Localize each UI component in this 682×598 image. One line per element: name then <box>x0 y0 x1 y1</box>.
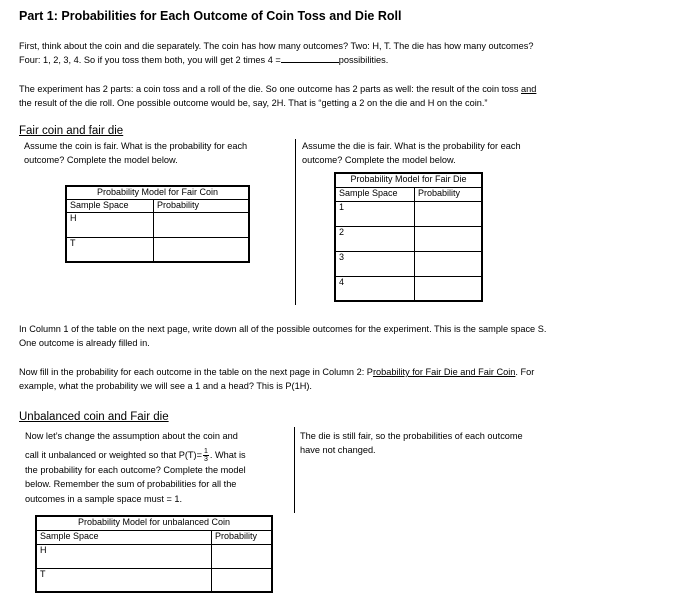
fraction-one-third <box>203 448 209 463</box>
fill-line-1-end: . For <box>515 367 535 377</box>
parts-line-1 <box>19 82 659 96</box>
intro-line-1: First, think about the coin and die separately. The coin has how many outcomes? Two: H, T. The die has how many outcomes? <box>19 41 534 51</box>
fair-die-col-sample-space: Sample Space <box>335 187 415 201</box>
fair-die-instructions <box>302 139 582 167</box>
unbalanced-instructions <box>25 429 290 506</box>
fill-table-reference: robability for Fair Die and Fair Coin <box>372 367 516 377</box>
fair-die-prob-3-cell[interactable] <box>415 251 483 276</box>
unbalanced-text-2-start: call it unbalanced or weighted so that P(T)= <box>25 449 202 460</box>
fair-coin-text-2: outcome? Complete the model below. <box>24 155 178 165</box>
intro-line-2-start: Four: 1, 2, 3, 4. So if you toss them both, you will get 2 times 4 = <box>19 55 281 65</box>
unbalanced-text-4: below. Remember the sum of probabilities for all the <box>25 479 237 490</box>
fair-coin-prob-t-cell[interactable] <box>154 237 250 262</box>
fill-paragraph <box>19 365 659 393</box>
unbalanced-section-heading: Unbalanced coin and Fair die <box>19 411 169 423</box>
page-title: Part 1: Probabilities for Each Outcome of Coin Toss and Die Roll <box>19 9 402 23</box>
unbalanced-coin-row-h: H <box>36 544 212 568</box>
intro-line-2 <box>19 53 659 67</box>
fair-coin-col-sample-space: Sample Space <box>66 199 154 212</box>
fill-line-2: example, what the probability we will see a 1 and a head? This is P(1H). <box>19 381 312 391</box>
fraction-denominator: 3 <box>203 455 208 463</box>
unbalanced-column-divider <box>294 427 295 513</box>
unbalanced-coin-table <box>35 515 273 593</box>
fair-die-text-1: Assume the die is fair. What is the probability for each <box>302 141 521 151</box>
unbalanced-text-5: outcomes in a sample space must = 1. <box>25 493 183 504</box>
fair-die-col-probability: Probability <box>415 187 483 201</box>
parts-line-2: the result of the die roll. One possible outcome would be, say, 2H. That is “getting a 2 on the die and H on the coin.” <box>19 98 488 108</box>
fill-line-1-start: Now fill in the probability for each outcome in the table on the next page in Column 2: P <box>19 367 373 377</box>
unbalanced-die-text-2: have not changed. <box>300 445 376 455</box>
fair-coin-col-probability: Probability <box>154 199 250 212</box>
column-line-2: One outcome is already filled in. <box>19 338 150 348</box>
fair-die-row-4: 4 <box>335 276 415 301</box>
fair-coin-row-h: H <box>66 212 154 237</box>
fair-coin-table-caption: Probability Model for Fair Coin <box>96 187 219 197</box>
fair-die-row-3: 3 <box>335 251 415 276</box>
fair-coin-instructions <box>24 139 294 167</box>
parts-line-1-text: The experiment has 2 parts: a coin toss and a roll of the die. So one outcome has 2 parts as well: the result of the coin toss <box>19 84 519 94</box>
parts-paragraph <box>19 82 659 110</box>
fair-die-table-caption: Probability Model for Fair Die <box>335 173 482 187</box>
fraction-numerator: 1 <box>203 447 208 455</box>
unbalanced-text-2-end: . What is <box>209 449 246 460</box>
column-paragraph <box>19 322 659 350</box>
fair-coin-prob-h-cell[interactable] <box>154 212 250 237</box>
unbalanced-text-1: Now let’s change the assumption about the coin and <box>25 431 238 441</box>
unbalanced-coin-table-caption: Probability Model for unbalanced Coin <box>77 517 231 527</box>
unbalanced-text-3: the probability for each outcome? Complete the model <box>25 464 246 475</box>
unbalanced-die-text-1: The die is still fair, so the probabilities of each outcome <box>300 431 523 441</box>
unbalanced-coin-prob-h-cell[interactable] <box>212 544 273 568</box>
unbalanced-coin-row-t: T <box>36 568 212 592</box>
fair-die-prob-1-cell[interactable] <box>415 201 483 226</box>
fair-die-row-1: 1 <box>335 201 415 226</box>
parts-and-underlined: and <box>521 84 537 94</box>
column-divider <box>295 139 296 305</box>
fair-die-table <box>334 172 483 302</box>
unbalanced-die-note <box>300 429 600 457</box>
fair-coin-row-t: T <box>66 237 154 262</box>
unbalanced-coin-prob-t-cell[interactable] <box>212 568 273 592</box>
unbalanced-coin-col-sample-space: Sample Space <box>36 530 212 544</box>
intro-paragraph <box>19 39 659 67</box>
unbalanced-text-2 <box>25 448 290 463</box>
fair-section-heading: Fair coin and fair die <box>19 125 124 137</box>
fair-coin-table <box>65 185 250 263</box>
fair-die-prob-2-cell[interactable] <box>415 226 483 251</box>
fill-line-1 <box>19 365 659 379</box>
fair-coin-text-1: Assume the coin is fair. What is the probability for each <box>24 141 248 151</box>
unbalanced-coin-col-probability: Probability <box>212 530 273 544</box>
fair-die-prob-4-cell[interactable] <box>415 276 483 301</box>
fair-die-row-2: 2 <box>335 226 415 251</box>
column-line-1: In Column 1 of the table on the next page, write down all of the possible outcomes for the experiment. This is the sample space S. <box>19 324 547 334</box>
answer-blank[interactable] <box>281 54 339 63</box>
intro-line-2-end: possibilities. <box>338 55 389 65</box>
fair-die-text-2: outcome? Complete the model below. <box>302 155 456 165</box>
